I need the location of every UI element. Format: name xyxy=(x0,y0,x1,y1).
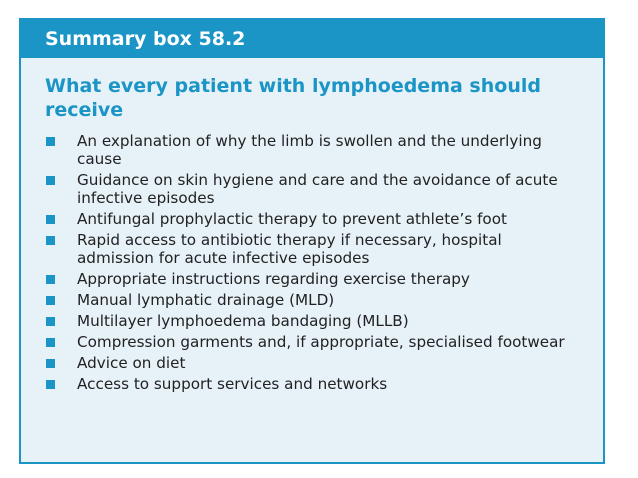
square-bullet-icon xyxy=(46,236,55,245)
square-bullet-icon xyxy=(46,275,55,284)
list-item xyxy=(45,354,579,372)
list-item xyxy=(45,132,579,168)
summary-box-header: Summary box 58.2 xyxy=(21,20,603,58)
list-item-text: Rapid access to antibiotic therapy if necessary, hospital admission for acute infective episodes xyxy=(77,231,502,267)
square-bullet-icon xyxy=(46,359,55,368)
square-bullet-icon xyxy=(46,176,55,185)
square-bullet-icon xyxy=(46,137,55,146)
list-item xyxy=(45,312,579,330)
square-bullet-icon xyxy=(46,317,55,326)
list-item xyxy=(45,210,579,228)
square-bullet-icon xyxy=(46,215,55,224)
list-item xyxy=(45,231,579,267)
square-bullet-icon xyxy=(46,338,55,347)
summary-list xyxy=(21,132,603,393)
list-item-text: Guidance on skin hygiene and care and the avoidance of acute infective episodes xyxy=(77,171,558,207)
list-item-text: Access to support services and networks xyxy=(77,375,388,393)
list-item-text: Advice on diet xyxy=(77,354,186,372)
list-item-text: Appropriate instructions regarding exercise therapy xyxy=(77,270,470,288)
list-item xyxy=(45,270,579,288)
list-item-text: Manual lymphatic drainage (MLD) xyxy=(77,291,335,309)
summary-box-title: What every patient with lymphoedema should receive xyxy=(45,75,541,121)
square-bullet-icon xyxy=(46,380,55,389)
list-item-text: Antifungal prophylactic therapy to prevent athlete’s foot xyxy=(77,210,507,228)
list-item-text: Multilayer lymphoedema bandaging (MLLB) xyxy=(77,312,409,330)
list-item xyxy=(45,333,579,351)
square-bullet-icon xyxy=(46,296,55,305)
list-item-text: An explanation of why the limb is swollen and the underlying cause xyxy=(77,132,542,168)
list-item-text: Compression garments and, if appropriate, specialised footwear xyxy=(77,333,565,351)
list-item xyxy=(45,375,579,393)
summary-box xyxy=(19,18,605,464)
list-item xyxy=(45,291,579,309)
list-item xyxy=(45,171,579,207)
